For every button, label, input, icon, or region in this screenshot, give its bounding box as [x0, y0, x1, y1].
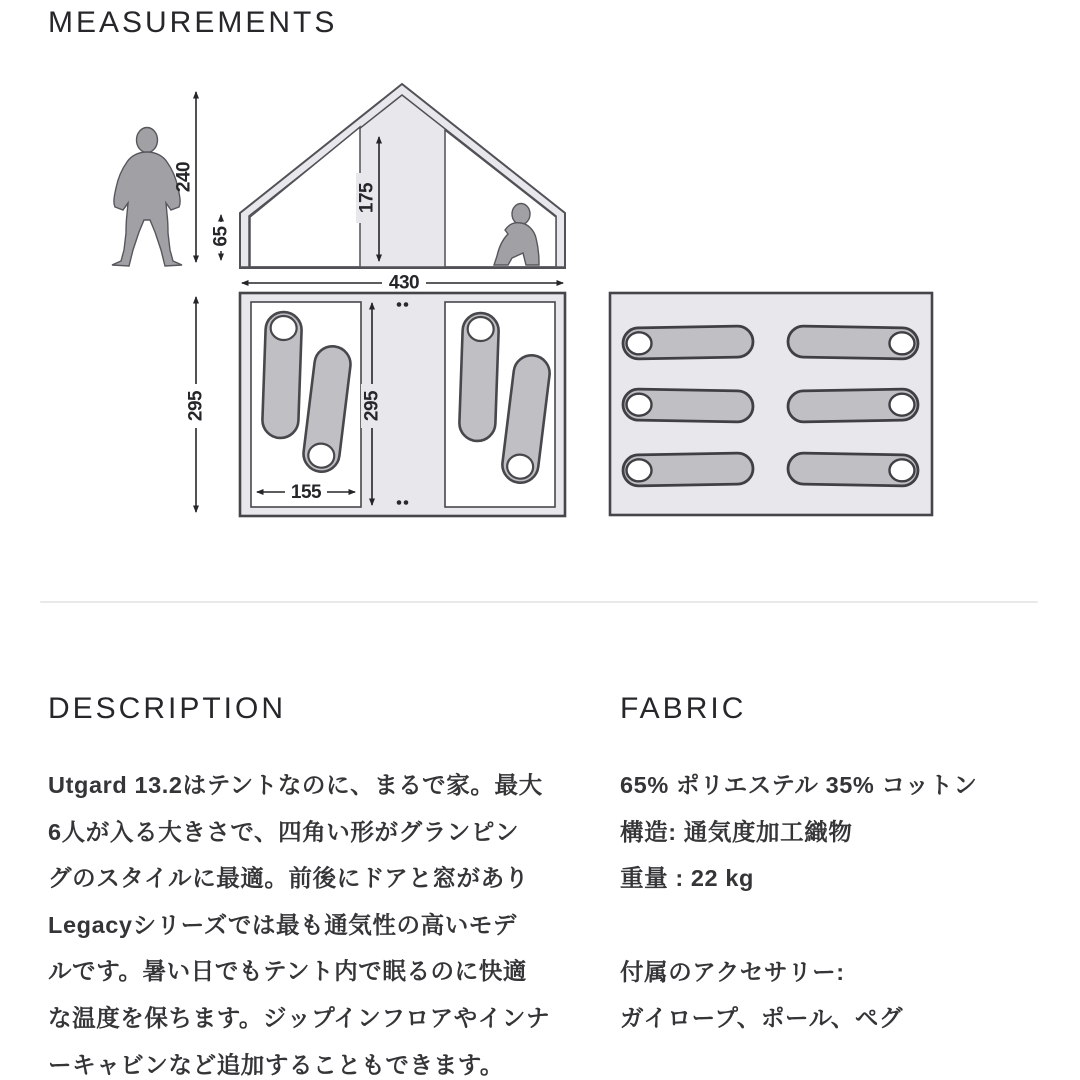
- fabric-title: FABRIC: [620, 692, 747, 725]
- fabric-text: [620, 762, 1050, 1042]
- tent-floor-plan: [240, 293, 565, 516]
- accessories-label: 付属のアクセサリー:: [620, 958, 845, 985]
- description-line: 6人が入る大きさで、四角い形がグランピン: [48, 818, 520, 845]
- sleeping-bag: [788, 389, 919, 422]
- description-line: な温度を保ちます。ジップインフロアやインナ: [48, 1004, 551, 1031]
- standing-person-icon: [112, 128, 182, 267]
- description-text: [48, 762, 593, 1080]
- dim-label-tent-depth: 295: [185, 390, 207, 422]
- dim-label-tent-width: 430: [388, 272, 420, 294]
- description-line: Utgard 13.2はテントなのに、まるで家。最大: [48, 772, 543, 798]
- accessories-items: ガイロープ、ポール、ペグ: [620, 1005, 904, 1032]
- fabric-composition: 65% ポリエステル 35% コットン: [620, 772, 978, 798]
- sleeping-bag: [788, 453, 919, 486]
- sleeping-bag: [623, 453, 754, 486]
- dim-label-wall-height: 65: [210, 226, 232, 247]
- description-line: ルです。暑い日でもテント内で眠るのに快適: [48, 958, 527, 985]
- sleeping-bag: [788, 326, 919, 359]
- sleeping-bag: [459, 312, 499, 441]
- fabric-weight: 重量 : 22 kg: [620, 865, 754, 892]
- section-divider: [40, 601, 1038, 603]
- sleeping-bag: [262, 311, 302, 438]
- measurements-title: MEASUREMENTS: [48, 6, 338, 39]
- spacer: [620, 902, 1050, 949]
- description-title: DESCRIPTION: [48, 692, 287, 725]
- sleeping-bag: [623, 326, 754, 359]
- fabric-construction: 構造: 通気度加工織物: [620, 818, 853, 845]
- description-line: グのスタイルに最適。前後にドアと窓があり: [48, 865, 529, 892]
- sleeping-bag: [623, 389, 754, 422]
- dim-label-cabin-width: 155: [290, 482, 322, 503]
- sleeping-capacity-plan: [610, 293, 932, 515]
- description-line: Legacyシリーズでは最も通気性の高いモデ: [48, 911, 518, 938]
- description-line: ーキャビンなど追加することもできます。: [48, 1051, 505, 1078]
- dim-label-inner-depth: 295: [361, 390, 383, 422]
- dim-label-inner-height: 175: [356, 182, 378, 214]
- dim-65: [211, 215, 232, 260]
- dim-label-tent-height: 240: [173, 161, 195, 193]
